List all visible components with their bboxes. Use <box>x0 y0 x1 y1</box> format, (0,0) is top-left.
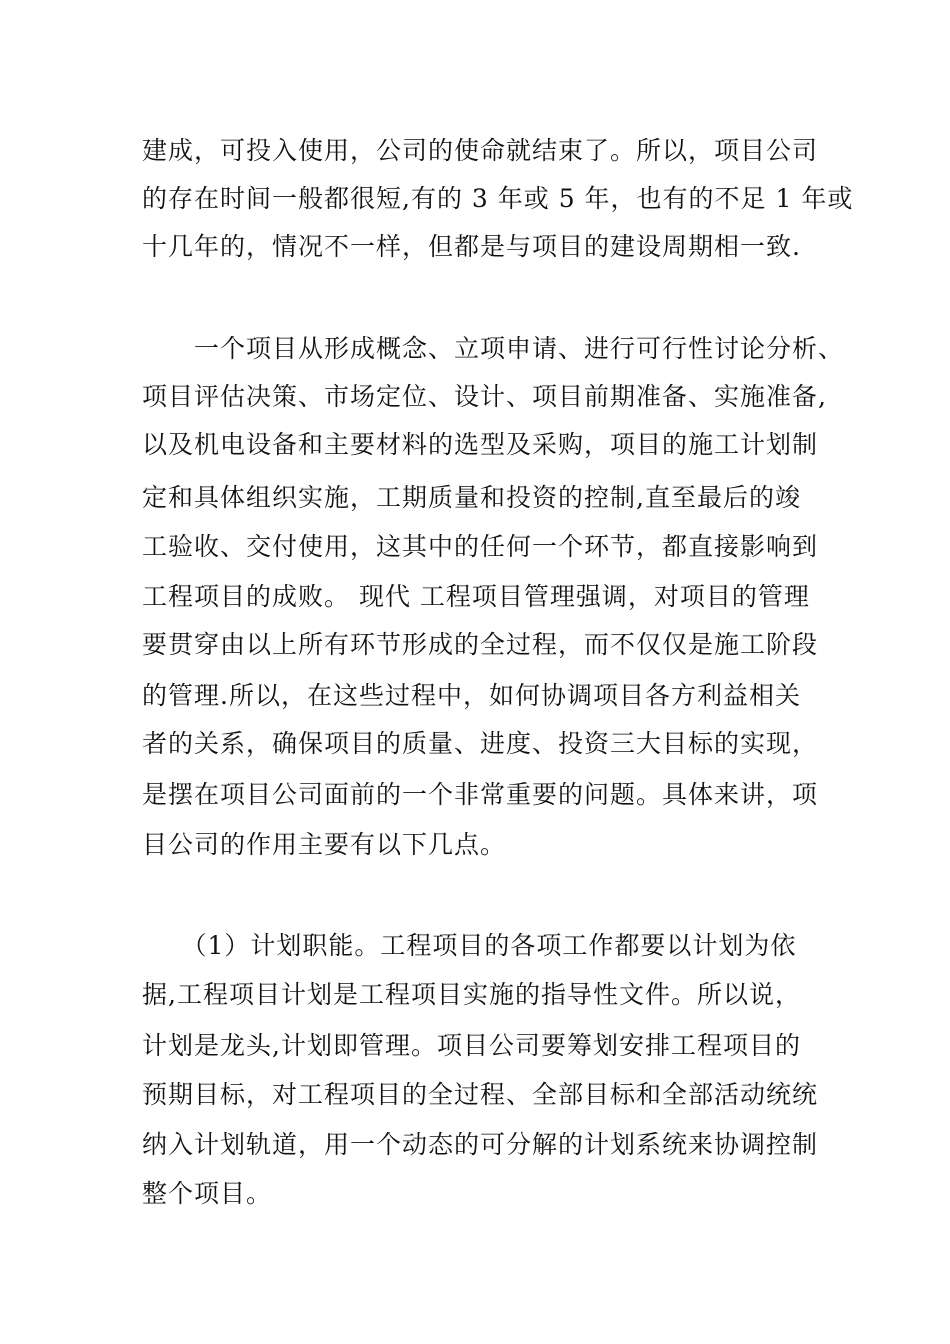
paragraph-line: 定和具体组织实施，工期质量和投资的控制,直至最后的竣 <box>142 483 801 512</box>
paragraph-line: （1）计划职能。工程项目的各项工作都要以计划为依 <box>142 931 797 960</box>
paragraph-line: 是摆在项目公司面前的一个非常重要的问题。具体来讲，项 <box>142 780 819 809</box>
paragraph-line: 十几年的，情况不一样，但都是与项目的建设周期相一致. <box>142 232 801 261</box>
paragraph-line: 以及机电设备和主要材料的选型及采购，项目的施工计划制 <box>142 430 819 459</box>
paragraph-line: 要贯穿由以上所有环节形成的全过程，而不仅仅是施工阶段 <box>142 630 819 659</box>
paragraph-line: 者的关系，确保项目的质量、进度、投资三大目标的实现， <box>142 729 819 758</box>
paragraph-line: 的存在时间一般都很短,有的 3 年或 5 年，也有的不足 1 年或 <box>142 184 854 213</box>
paragraph-line: 项目评估决策、市场定位、设计、项目前期准备、实施准备, <box>142 382 827 411</box>
paragraph-line: 预期目标，对工程项目的全过程、全部目标和全部活动统统 <box>142 1080 819 1109</box>
paragraph-line: 据,工程项目计划是工程项目实施的指导性文件。所以说， <box>142 980 801 1009</box>
paragraph-line: 整个项目。 <box>142 1179 273 1208</box>
paragraph-line: 计划是龙头,计划即管理。项目公司要筹划安排工程项目的 <box>142 1031 801 1060</box>
paragraph-line: 纳入计划轨道，用一个动态的可分解的计划系统来协调控制 <box>142 1130 819 1159</box>
paragraph-line: 工程项目的成败。 现代 工程项目管理强调，对项目的管理 <box>142 582 810 611</box>
paragraph-line: 目公司的作用主要有以下几点。 <box>142 830 507 859</box>
paragraph-line: 工验收、交付使用，这其中的任何一个环节，都直接影响到 <box>142 532 819 561</box>
paragraph-line: 建成，可投入使用，公司的使命就结束了。所以，项目公司 <box>142 136 819 165</box>
paragraph-line: 的管理.所以，在这些过程中，如何协调项目各方利益相关 <box>142 681 801 710</box>
paragraph-line: 一个项目从形成概念、立项申请、进行可行性讨论分析、 <box>142 334 845 363</box>
